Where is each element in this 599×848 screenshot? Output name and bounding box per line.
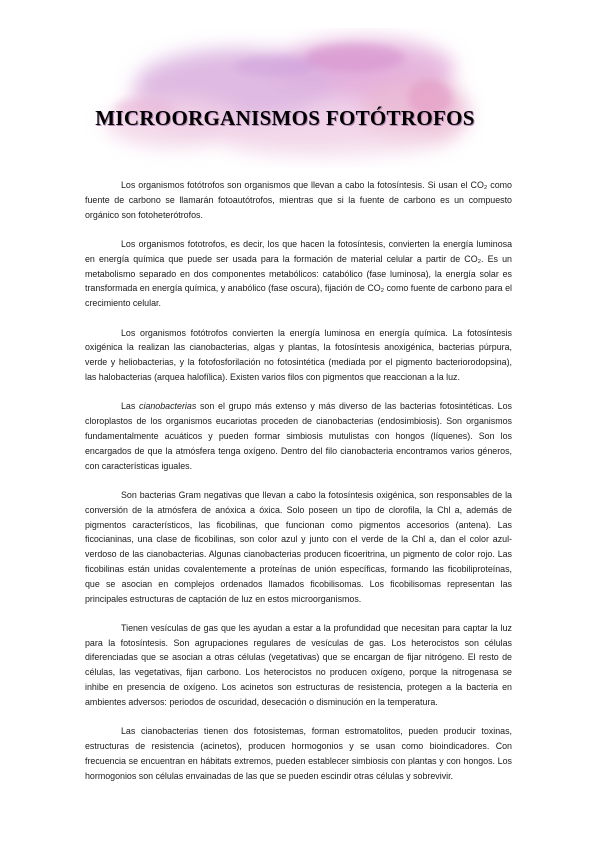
paragraph-cianobacterias-intro [85, 399, 512, 473]
paragraph-energy-conversion: Los organismos fotótrofos convierten la energía luminosa en energía química. La fotosíntesis oxigénica la realizan las cianobacterias, algas y plantas, la fotosíntesis anoxigénica, bacterias púrpura, verde y heliobacterias, y la fotofosforilación no fotosintética (mediada por el pigmento bacteriorodopsina), las halobacterias (arquea halofílica). Existen varios filos con pigmentos que reaccionan a la luz. [85, 327, 512, 382]
watercolor-splash-graphic [85, 28, 485, 168]
paragraph-fotosintesis-metabolism: Los organismos fototrofos, es decir, los que hacen la fotosíntesis, convierten la energía luminosa en energía química que puede ser usada para la formación de material celular a partir de CO₂. Es un metabolismo separado en dos componentes metabólicos: catabólico (fase luminosa), la energía solar es transformada en energía química, y anabólico (fase oscura), fijación de CO₂ como fuente de carbono para el crecimiento celular. [85, 238, 512, 309]
paragraph-cianobacterias-pre: Las [121, 401, 140, 412]
paragraph-fototrofos-definition: Los organismos fotótrofos son organismos que llevan a cabo la fotosíntesis. Si usan el CO₂ como fuente de carbono se llamarán fotoautótrofos, mientras que si la fuente de carbono es un compuesto orgánico son fotoheterótrofos. [85, 180, 512, 220]
paragraph-fotosistemas: Las cianobacterias tienen dos fotosistemas, forman estromatolitos, pueden producir toxinas, estructuras de resistencia (acinetos), producen hormogonios y se usan como bioindicadores. Con frecuencia se encuentran en hábitats extremos, pueden establecer simbiosis con plantas y con hongos. Los hormogonios son células envainadas de las que se pueden escindir otras células y sobrevivir. [85, 726, 512, 781]
paragraph-gram-negativas: Son bacterias Gram negativas que llevan a cabo la fotosíntesis oxigénica, son responsables de la conversión de la atmósfera de anóxica a óxica. Solo poseen un tipo de clorofila, la Chl a, además de pigmentos característicos, las ficobilinas, que funcionan como pigmentos accesorios (antena). Las ficocianinas, una clase de ficobilinas, son color azul y junto con el verde de la Chl a, dan el color azul-verdoso de las cianobacterias. Algunas cianobacterias producen ficoeritrina, un pigmento de color rojo. Las ficobilinas están unidas covalentemente a proteínas de unión específicas, formando las ficobiliproteínas, que se asocian en complejos ordenados llamados ficobilisomas. Los ficobilisomas representan las principales estructuras de captación de luz en estos microorganismos. [85, 489, 512, 604]
paragraph-cianobacterias-post: son el grupo más extenso y más diverso de las bacterias fotosintéticas. Los cloroplastos de los organismos eucariotas proceden de cianobacterias (endosimbiosis). Son organismos fundamentalmente acuáticos y pueden formar simbiosis mutulistas con hongos (líquenes). Son los encargados de que la atmósfera tenga oxígeno. Dentro del filo cianobacteria encontramos varios géneros, con características iguales. [85, 401, 512, 471]
paragraph-cianobacterias-italic: cianobacterias [139, 401, 197, 412]
document-body [85, 178, 512, 798]
page-title: MICROORGANISMOS FOTÓTROFOS [95, 106, 475, 130]
paragraph-vesiculas-gas: Tienen vesículas de gas que les ayudan a estar a la profundidad que necesitan para captar la luz para la fotosíntesis. Son agrupaciones regulares de vesículas de gas. Los heterocistos son células diferenciadas que se asocian a otras células (vegetativas) que se encargan de fijar nitrógeno. El resto de células, las vegetativas, fijan carbono. Los heterocistos no producen oxígeno, porque la nitrogenasa se inhibe en presencia de oxígeno. Los acinetos son estructuras de resistencia, protegen a la bacteria en ambientes adversos: periodos de oscuridad, desecación o disminución en la temperatura. [85, 622, 512, 707]
watercolor-banner [85, 28, 485, 168]
